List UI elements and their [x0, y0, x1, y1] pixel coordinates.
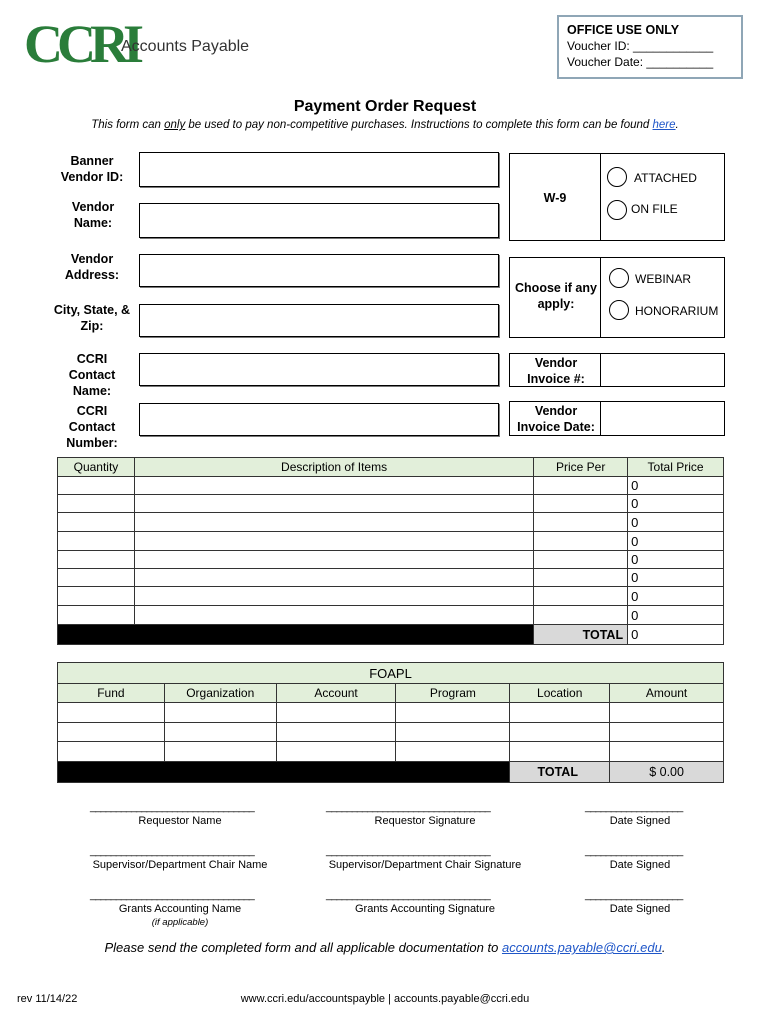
table-row [58, 551, 724, 569]
city-state-zip-input[interactable] [139, 304, 499, 337]
foapl-header-row [58, 684, 724, 703]
honorarium-label: HONORARIUM [635, 304, 719, 318]
vendor-address-input[interactable] [139, 254, 499, 287]
description-cell[interactable] [134, 532, 533, 551]
foapl-title: FOAPL [58, 663, 724, 684]
org-cell[interactable] [164, 723, 276, 742]
quantity-cell[interactable] [58, 551, 135, 569]
col-location: Location [510, 684, 610, 703]
grants-signature-label: Grants Accounting Signature [354, 903, 496, 915]
account-cell[interactable] [276, 742, 396, 762]
accounts-payable-email-link[interactable]: accounts.payable@ccri.edu [501, 940, 662, 955]
foapl-total-value: $ 0.00 [610, 762, 724, 783]
office-use-box [557, 15, 743, 79]
price-cell[interactable] [534, 551, 628, 569]
price-cell[interactable] [534, 513, 628, 532]
items-total-value: 0 [628, 625, 724, 645]
col-price-per: Price Per [534, 458, 628, 477]
vendor-name-label: Vendor Name: [71, 200, 115, 230]
col-program: Program [396, 684, 510, 703]
program-cell[interactable] [396, 703, 510, 723]
supervisor-signature-label: Supervisor/Department Chair Signature [328, 859, 522, 871]
items-table [57, 457, 724, 645]
program-cell[interactable] [396, 723, 510, 742]
foapl-total-filler [58, 762, 510, 783]
footer-contact: www.ccri.edu/accountspayble | accounts.payable@ccri.edu [240, 993, 530, 1005]
amount-cell[interactable] [610, 742, 724, 762]
ccri-logo [24, 14, 139, 74]
description-cell[interactable] [134, 587, 533, 606]
requestor-date-label: Date Signed [609, 815, 671, 827]
requestor-name-label: Requestor Name [138, 815, 222, 827]
total-cell: 0 [628, 551, 724, 569]
w9-attached-radio[interactable] [607, 167, 627, 187]
w9-on-file-radio[interactable] [607, 200, 627, 220]
price-cell[interactable] [534, 495, 628, 513]
price-cell[interactable] [534, 606, 628, 625]
requestor-name-line[interactable]: ________________________________ [90, 801, 254, 813]
col-quantity: Quantity [58, 458, 135, 477]
description-cell[interactable] [134, 606, 533, 625]
org-cell[interactable] [164, 703, 276, 723]
supervisor-name-label: Supervisor/Department Chair Name [92, 859, 268, 871]
grants-date-label: Date Signed [609, 903, 671, 915]
program-cell[interactable] [396, 742, 510, 762]
grants-signature-line[interactable]: ________________________________ [326, 889, 490, 901]
description-cell[interactable] [134, 551, 533, 569]
closing-note [0, 940, 770, 955]
total-cell: 0 [628, 532, 724, 551]
col-fund: Fund [58, 684, 165, 703]
amount-cell[interactable] [610, 723, 724, 742]
supervisor-name-line[interactable]: ________________________________ [90, 845, 254, 857]
account-cell[interactable] [276, 723, 396, 742]
grants-name-line[interactable]: ________________________________ [90, 889, 254, 901]
quantity-cell[interactable] [58, 606, 135, 625]
voucher-date-field: Voucher Date: __________ [567, 55, 714, 69]
total-cell: 0 [628, 569, 724, 587]
invoice-date-panel [509, 401, 725, 436]
org-cell[interactable] [164, 742, 276, 762]
supervisor-date-label: Date Signed [609, 859, 671, 871]
quantity-cell[interactable] [58, 513, 135, 532]
w9-attached-label: ATTACHED [634, 171, 697, 185]
description-cell[interactable] [134, 513, 533, 532]
w9-panel [509, 153, 725, 241]
quantity-cell[interactable] [58, 477, 135, 495]
location-cell[interactable] [510, 723, 610, 742]
contact-name-input[interactable] [139, 353, 499, 386]
webinar-radio[interactable] [609, 268, 629, 288]
items-total-label: TOTAL [534, 625, 628, 645]
contact-number-label: CCRI Contact Number: [66, 404, 118, 450]
intro-end: . [675, 119, 679, 131]
supervisor-signature-line[interactable]: ________________________________ [326, 845, 490, 857]
instructions-link[interactable]: here [652, 119, 676, 131]
grants-date-line[interactable]: ___________________ [585, 889, 683, 901]
page-title: Payment Order Request [293, 98, 477, 115]
quantity-cell[interactable] [58, 532, 135, 551]
price-cell[interactable] [534, 569, 628, 587]
intro-text [0, 119, 770, 131]
honorarium-radio[interactable] [609, 300, 629, 320]
total-cell: 0 [628, 587, 724, 606]
banner-vendor-id-label: Banner Vendor ID: [60, 154, 124, 184]
total-cell: 0 [628, 513, 724, 532]
col-description: Description of Items [134, 458, 533, 477]
apply-label: Choose if any apply: [515, 281, 597, 311]
foapl-total-row [58, 762, 724, 783]
table-row [58, 532, 724, 551]
requestor-signature-label: Requestor Signature [374, 815, 476, 827]
vendor-address-label: Vendor Address: [64, 252, 120, 282]
webinar-label: WEBINAR [635, 272, 692, 286]
w9-label: W-9 [543, 191, 567, 205]
intro-part2: be used to pay non-competitive purchases. Instructions to complete this form can be found [185, 119, 653, 131]
col-total-price: Total Price [628, 458, 724, 477]
quantity-cell[interactable] [58, 587, 135, 606]
voucher-id-field: Voucher ID: ____________ [567, 39, 714, 53]
fund-cell[interactable] [58, 742, 165, 762]
quantity-cell[interactable] [58, 569, 135, 587]
contact-number-input[interactable] [139, 403, 499, 436]
quantity-cell[interactable] [58, 495, 135, 513]
fund-cell[interactable] [58, 723, 165, 742]
table-row [58, 587, 724, 606]
intro-only: only [164, 119, 186, 131]
price-cell[interactable] [534, 587, 628, 606]
description-cell[interactable] [134, 495, 533, 513]
foapl-title-row [58, 663, 724, 684]
intro-part1: This form can [91, 119, 165, 131]
table-row [58, 703, 724, 723]
table-row [58, 606, 724, 625]
invoice-number-panel [509, 353, 725, 387]
apply-panel [509, 257, 725, 338]
requestor-date-line[interactable]: ___________________ [585, 801, 683, 813]
items-header-row [58, 458, 724, 477]
description-cell[interactable] [134, 569, 533, 587]
fund-cell[interactable] [58, 703, 165, 723]
office-use-heading: OFFICE USE ONLY [567, 23, 680, 37]
total-filler [58, 625, 534, 645]
grants-name-label: Grants Accounting Name [118, 903, 242, 915]
table-row [58, 569, 724, 587]
account-cell[interactable] [276, 703, 396, 723]
price-cell[interactable] [534, 532, 628, 551]
location-cell[interactable] [510, 742, 610, 762]
invoice-number-label: Vendor Invoice #: [527, 356, 585, 386]
total-cell: 0 [628, 477, 724, 495]
col-account: Account [276, 684, 396, 703]
col-organization: Organization [164, 684, 276, 703]
table-row [58, 495, 724, 513]
closing-end: . [661, 940, 666, 955]
col-amount: Amount [610, 684, 724, 703]
contact-name-label: CCRI Contact Name: [68, 352, 116, 398]
invoice-date-input[interactable] [601, 402, 724, 435]
closing-text: Please send the completed form and all applicable documentation to [104, 940, 502, 955]
department-title: Accounts Payable [121, 38, 250, 55]
if-applicable-note: (if applicable) [151, 917, 209, 928]
table-row [58, 513, 724, 532]
description-cell[interactable] [134, 477, 533, 495]
amount-cell[interactable] [610, 703, 724, 723]
logo-text: CCRI [24, 14, 139, 74]
table-row [58, 742, 724, 762]
invoice-number-input[interactable] [601, 354, 724, 386]
items-total-row [58, 625, 724, 645]
total-cell: 0 [628, 606, 724, 625]
invoice-date-label: Vendor Invoice Date: [517, 404, 595, 434]
vendor-name-input[interactable] [139, 203, 499, 238]
total-cell: 0 [628, 495, 724, 513]
banner-vendor-id-input[interactable] [139, 152, 499, 187]
foapl-table [57, 662, 724, 783]
foapl-total-label: TOTAL [510, 762, 610, 783]
city-state-zip-label: City, State, & Zip: [53, 303, 131, 333]
table-row [58, 477, 724, 495]
w9-on-file-label: ON FILE [631, 202, 678, 216]
revision-date: rev 11/14/22 [17, 993, 78, 1005]
location-cell[interactable] [510, 703, 610, 723]
supervisor-date-line[interactable]: ___________________ [585, 845, 683, 857]
requestor-signature-line[interactable]: ________________________________ [326, 801, 490, 813]
table-row [58, 723, 724, 742]
price-cell[interactable] [534, 477, 628, 495]
